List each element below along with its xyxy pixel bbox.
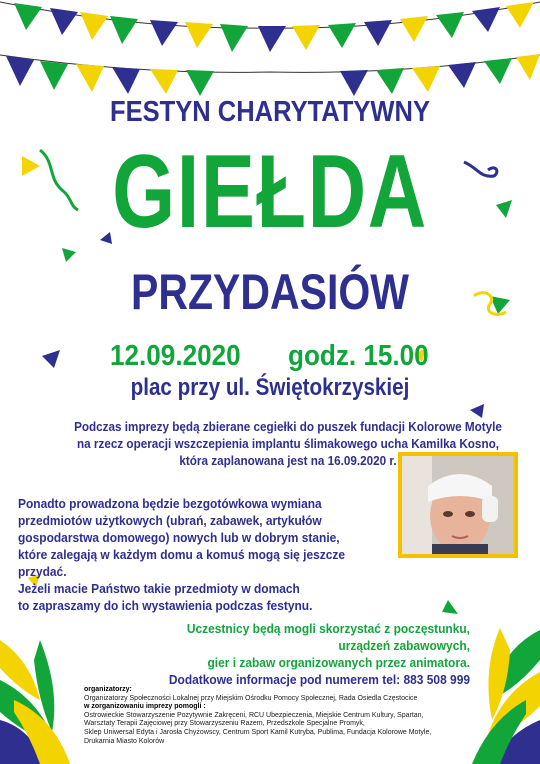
bunting-bottom (6, 54, 540, 96)
info-paragraph-3 (157, 620, 470, 688)
text-line: która zaplanowana jest na 16.09.2020 r. (179, 453, 397, 468)
organizers-text: Organizatorzy Społeczności Lokalnej przy Miejskim Ośrodku Pomocy Społecznej, Rada Osiedla Częstocice (84, 694, 418, 702)
organizers-label: organizatorzy: (84, 686, 132, 693)
text-line: Ponadto prowadzona będzie bezgotówkowa wymiana (18, 496, 322, 511)
event-title-main: GIEŁDA (112, 134, 428, 250)
contact-phone: Dodatkowe informacje pod numerem tel: 883 508 999 (168, 672, 470, 687)
helpers-label: w zorganizowaniu imprezy pomogli : (84, 703, 206, 711)
helpers-line: Warsztaty Terapii Zajęciowej przy Stowarzyszeniu Razem, Przedszkole Specjalne Promyk, (84, 720, 365, 728)
text-line: na rzecz operacji wszczepienia implantu ślimakowego ucha Kamilka Kosno, (77, 436, 499, 451)
event-subtitle: FESTYN CHARYTATYWNY (110, 96, 430, 128)
text-line: urządzeń zabawowych, (338, 638, 470, 653)
text-line: to zapraszamy do ich wystawienia podczas festynu. (18, 598, 313, 613)
event-time: godz. 15.00 (288, 340, 429, 372)
text-line: Jeżeli macie Państwo takie przedmioty w domach (18, 581, 300, 596)
helpers-line: Drukarnia Miasto Kolorów (84, 737, 165, 745)
text-line: gier i zabaw organizowanych przez animatora. (207, 655, 470, 670)
text-line: Podczas imprezy będą zbierane cegiełki do puszek fundacji Kolorowe Motyle (74, 419, 502, 434)
leaves-bottom-right (472, 628, 540, 764)
helpers-line: Sklep Uniwersal Edyta i Jarosła Chyżowscy, Centrum Sport Kamil Kutryba, Publima, Fundacja Kolorowe Motyle, (84, 728, 432, 736)
organizers-block (84, 686, 464, 746)
bunting-top (14, 2, 534, 52)
helpers-line: Ostrowieckie Stowarzyszenie Pozytywnie Zakręceni, RCU Ubezpieczenia, Miejskie Centrum Kultury, Spartan, (84, 711, 424, 719)
text-line: Uczestnicy będą mogli skorzystać z poczęstunku, (186, 621, 471, 636)
event-title-second: PRZYDASIÓW (131, 264, 409, 320)
text-line: przedmiotów użytkowych (ubrań, zabawek, artykułów (18, 513, 322, 528)
info-paragraph-2 (18, 495, 368, 614)
leaves-bottom-left (0, 640, 70, 764)
boy-photo (398, 452, 518, 558)
text-line: gospodarstwa domowego) nowych lub w dobrym stanie, (18, 530, 340, 545)
text-line: które zalegają w każdym domu a komuś mogą się jeszcze przydać. (18, 547, 346, 579)
event-date: 12.09.2020 (110, 340, 241, 372)
event-place: plac przy ul. Świętokrzyskiej (130, 374, 410, 401)
